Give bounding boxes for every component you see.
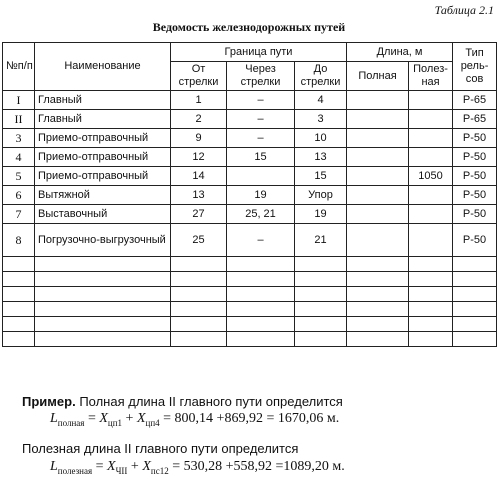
table-row — [3, 186, 497, 205]
empty-cell — [3, 302, 35, 317]
empty-cell — [35, 272, 171, 287]
cell-num: I — [3, 91, 35, 110]
f2-eq: = — [92, 459, 108, 474]
header-length-group: Длина, м — [347, 43, 453, 62]
empty-cell — [453, 287, 497, 302]
empty-cell — [453, 257, 497, 272]
empty-cell — [347, 302, 409, 317]
cell-useful — [409, 224, 453, 257]
f2-L-sub: полезная — [57, 465, 93, 476]
cell-from: 2 — [171, 110, 227, 129]
header-full: Полная — [347, 62, 409, 91]
cell-from: 25 — [171, 224, 227, 257]
empty-cell — [171, 317, 227, 332]
cell-name: Вытяжной — [35, 186, 171, 205]
cell-num: 8 — [3, 224, 35, 257]
cell-rail: Р-50 — [453, 167, 497, 186]
cell-through — [227, 167, 295, 186]
empty-cell — [453, 272, 497, 287]
f2-plus: + — [127, 459, 143, 474]
f2-X1-sub: ЧII — [115, 465, 128, 476]
cell-to: 21 — [295, 224, 347, 257]
table-row — [3, 148, 497, 167]
cell-through: – — [227, 91, 295, 110]
cell-to: 4 — [295, 91, 347, 110]
f2-L: L — [50, 459, 58, 474]
empty-cell — [409, 332, 453, 347]
header-name: Наименование — [35, 43, 171, 91]
cell-useful — [409, 110, 453, 129]
empty-cell — [35, 257, 171, 272]
cell-useful — [409, 205, 453, 224]
header-rail-type: Тип рель-сов — [453, 43, 497, 91]
f1-X2-sub: цп4 — [145, 417, 160, 428]
example-label: Пример. — [22, 394, 76, 409]
empty-cell — [171, 272, 227, 287]
cell-rail: Р-50 — [453, 205, 497, 224]
empty-cell — [409, 317, 453, 332]
table-row — [3, 167, 497, 186]
table-row — [3, 224, 497, 257]
cell-num: 3 — [3, 129, 35, 148]
f1-X1-sub: цп1 — [107, 417, 123, 428]
f2-X2-sub: пс12 — [150, 465, 169, 476]
empty-cell — [171, 332, 227, 347]
cell-through: 15 — [227, 148, 295, 167]
cell-num: II — [3, 110, 35, 129]
f1-X2: X — [136, 411, 146, 426]
cell-name: Главный — [35, 91, 171, 110]
example-text-1: Полная длина II главного пути определится — [79, 394, 343, 409]
example-text-2: Полезная длина II главного пути определится — [22, 441, 299, 456]
cell-name: Приемо-отправочный — [35, 129, 171, 148]
cell-rail: Р-50 — [453, 129, 497, 148]
f1-L: L — [50, 411, 58, 426]
cell-through: – — [227, 129, 295, 148]
cell-to: 13 — [295, 148, 347, 167]
empty-cell — [453, 317, 497, 332]
cell-from: 27 — [171, 205, 227, 224]
empty-cell — [35, 317, 171, 332]
empty-cell — [295, 302, 347, 317]
header-through: Через стрелки — [227, 62, 295, 91]
empty-cell — [171, 257, 227, 272]
header-from: От стрелки — [171, 62, 227, 91]
empty-cell — [227, 332, 295, 347]
table-caption: Таблица 2.1 — [434, 3, 494, 17]
table-row — [3, 110, 497, 129]
cell-through: 19 — [227, 186, 295, 205]
empty-row — [3, 257, 497, 272]
empty-cell — [409, 272, 453, 287]
empty-cell — [227, 317, 295, 332]
empty-cell — [295, 332, 347, 347]
empty-cell — [35, 302, 171, 317]
empty-cell — [295, 317, 347, 332]
empty-row — [3, 332, 497, 347]
cell-from: 13 — [171, 186, 227, 205]
cell-full — [347, 129, 409, 148]
cell-rail: Р-65 — [453, 91, 497, 110]
empty-cell — [347, 257, 409, 272]
cell-full — [347, 167, 409, 186]
example-line — [22, 394, 343, 409]
f2-X1: X — [107, 459, 116, 474]
cell-rail: Р-50 — [453, 186, 497, 205]
header-row-1 — [3, 43, 497, 62]
empty-cell — [295, 257, 347, 272]
cell-rail: Р-50 — [453, 224, 497, 257]
cell-from: 12 — [171, 148, 227, 167]
cell-full — [347, 110, 409, 129]
cell-through: – — [227, 224, 295, 257]
empty-cell — [347, 287, 409, 302]
table-row — [3, 129, 497, 148]
empty-row — [3, 317, 497, 332]
header-border-group: Граница пути — [171, 43, 347, 62]
cell-through: – — [227, 110, 295, 129]
empty-cell — [35, 287, 171, 302]
f1-plus: + — [122, 411, 137, 426]
empty-cell — [347, 332, 409, 347]
formula-useful-length — [50, 459, 345, 476]
cell-to: 19 — [295, 205, 347, 224]
empty-cell — [227, 302, 295, 317]
empty-cell — [3, 257, 35, 272]
cell-full — [347, 224, 409, 257]
cell-rail: Р-65 — [453, 110, 497, 129]
empty-cell — [453, 302, 497, 317]
header-num: №п/п — [3, 43, 35, 91]
cell-through: 25, 21 — [227, 205, 295, 224]
cell-full — [347, 91, 409, 110]
cell-useful — [409, 129, 453, 148]
cell-full — [347, 205, 409, 224]
f2-result: = 530,28 +558,92 =1089,20 м. — [168, 459, 345, 474]
empty-cell — [3, 287, 35, 302]
f1-L-sub: полная — [57, 417, 85, 428]
empty-cell — [295, 272, 347, 287]
empty-row — [3, 302, 497, 317]
f2-X2: X — [142, 459, 151, 474]
empty-cell — [3, 332, 35, 347]
cell-to: 10 — [295, 129, 347, 148]
empty-cell — [409, 302, 453, 317]
tracks-table — [2, 42, 497, 347]
empty-cell — [227, 287, 295, 302]
empty-cell — [295, 287, 347, 302]
cell-to: Упор — [295, 186, 347, 205]
cell-useful — [409, 186, 453, 205]
empty-cell — [171, 287, 227, 302]
empty-row — [3, 287, 497, 302]
empty-cell — [409, 287, 453, 302]
cell-useful — [409, 148, 453, 167]
f1-X1: X — [99, 411, 108, 426]
cell-name: Приемо-отправочный — [35, 148, 171, 167]
cell-name: Приемо-отправочный — [35, 167, 171, 186]
f1-result: = 800,14 +869,92 = 1670,06 м. — [159, 411, 340, 426]
cell-full — [347, 148, 409, 167]
cell-to: 3 — [295, 110, 347, 129]
cell-name: Погрузочно-выгрузочный — [35, 224, 171, 257]
cell-to: 15 — [295, 167, 347, 186]
empty-cell — [3, 272, 35, 287]
cell-from: 1 — [171, 91, 227, 110]
cell-from: 9 — [171, 129, 227, 148]
table-row — [3, 91, 497, 110]
empty-cell — [347, 272, 409, 287]
cell-rail: Р-50 — [453, 148, 497, 167]
empty-cell — [409, 257, 453, 272]
cell-name: Главный — [35, 110, 171, 129]
cell-from: 14 — [171, 167, 227, 186]
header-to: До стрелки — [295, 62, 347, 91]
cell-num: 4 — [3, 148, 35, 167]
table-title: Ведомость железнодорожных путей — [152, 20, 346, 34]
table-row — [3, 205, 497, 224]
cell-num: 6 — [3, 186, 35, 205]
cell-full — [347, 186, 409, 205]
empty-cell — [227, 257, 295, 272]
empty-cell — [453, 332, 497, 347]
cell-num: 5 — [3, 167, 35, 186]
empty-cell — [171, 302, 227, 317]
f1-eq: = — [84, 411, 100, 426]
cell-num: 7 — [3, 205, 35, 224]
empty-cell — [227, 272, 295, 287]
empty-cell — [35, 332, 171, 347]
header-useful: Полез-ная — [409, 62, 453, 91]
cell-useful: 1050 — [409, 167, 453, 186]
cell-name: Выставочный — [35, 205, 171, 224]
empty-row — [3, 272, 497, 287]
empty-cell — [347, 317, 409, 332]
formula-full-length — [50, 411, 339, 428]
cell-useful — [409, 91, 453, 110]
empty-cell — [3, 317, 35, 332]
